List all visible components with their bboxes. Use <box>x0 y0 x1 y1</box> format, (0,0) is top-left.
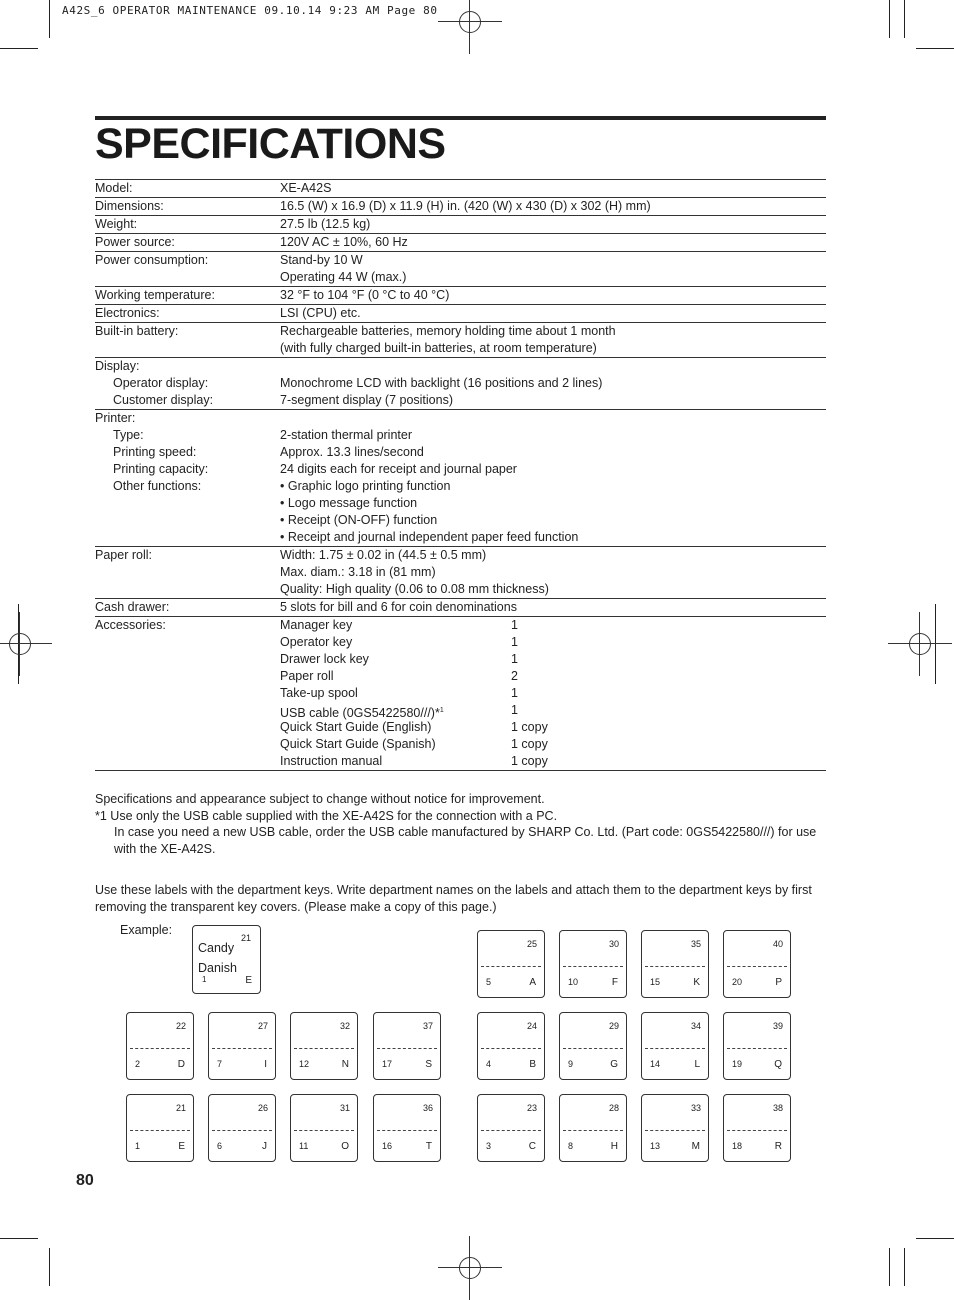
accessory-name: USB cable (0GS5422580///)*$^1$ <box>280 706 444 721</box>
spec-label: Working temperature: <box>95 288 215 302</box>
spec-row-printer <box>95 410 826 547</box>
spec-row <box>95 216 826 234</box>
spec-sublabel: Operator display: <box>113 376 209 390</box>
key-top-number: 28 <box>608 1103 619 1113</box>
cut-line <box>727 1048 787 1049</box>
key-bottom-number: 1 <box>135 1141 141 1151</box>
spec-value: (with fully charged built-in batteries, at room temperature) <box>280 341 597 355</box>
spec-value: 2-station thermal printer <box>280 428 413 442</box>
accessory-name: Paper roll <box>280 669 334 683</box>
crop-mark <box>0 48 38 49</box>
cut-line <box>294 1048 354 1049</box>
spec-value: 16.5 (W) x 16.9 (D) x 11.9 (H) in. (420 (W) x 430 (D) x 302 (H) mm) <box>280 199 651 213</box>
cut-line <box>645 1048 705 1049</box>
department-key-label <box>641 930 709 998</box>
spec-sublabel: Customer display: <box>113 393 214 407</box>
spec-row <box>95 305 826 323</box>
key-top-number: 27 <box>257 1021 268 1031</box>
spec-label: Power consumption: <box>95 253 209 267</box>
spec-value: 24 digits each for receipt and journal paper <box>280 462 517 476</box>
accessory-name: Drawer lock key <box>280 652 369 666</box>
key-bottom-number: 2 <box>135 1059 141 1069</box>
crop-mark <box>889 0 890 38</box>
spec-value: • Graphic logo printing function <box>280 479 451 493</box>
cut-line <box>645 1130 705 1131</box>
spec-row <box>95 323 826 358</box>
spec-value: • Logo message function <box>280 496 418 510</box>
registration-mark <box>0 624 40 664</box>
spec-row-paper-roll <box>95 547 826 599</box>
key-bottom-number: 11 <box>299 1141 309 1151</box>
accessory-name: Quick Start Guide (English) <box>280 720 432 734</box>
spec-row-display <box>95 358 826 410</box>
registration-mark <box>450 1248 490 1288</box>
key-bottom-number: 8 <box>568 1141 574 1151</box>
example-word: Danish <box>198 961 237 975</box>
department-key-label <box>477 1012 545 1080</box>
spec-row <box>95 252 826 287</box>
cut-line <box>294 1130 354 1131</box>
note-line: Specifications and appearance subject to change without notice for improvement. <box>95 792 545 806</box>
cut-line <box>563 1048 623 1049</box>
spec-label: Accessories: <box>95 618 166 632</box>
spec-value: Width: 1.75 ± 0.02 in (44.5 ± 0.5 mm) <box>280 548 487 562</box>
accessory-qty: 2 <box>511 669 518 683</box>
key-top-number: 22 <box>175 1021 186 1031</box>
key-top-number: 35 <box>690 939 701 949</box>
key-letter: Q <box>774 1059 782 1070</box>
spec-label: Weight: <box>95 217 138 231</box>
key-top-number: 23 <box>526 1103 537 1113</box>
accessory-qty: 1 copy <box>511 720 548 734</box>
cut-line <box>377 1130 437 1131</box>
spec-row-accessories <box>95 617 826 771</box>
key-letter: E <box>245 975 252 986</box>
example-key-label <box>192 925 261 994</box>
spec-row <box>95 287 826 305</box>
key-bottom-number: 15 <box>650 977 661 987</box>
key-bottom-number: 3 <box>486 1141 492 1151</box>
spec-value: LSI (CPU) etc. <box>280 306 361 320</box>
key-bottom-number: 10 <box>568 977 579 987</box>
department-key-label <box>208 1094 276 1162</box>
accessory-name: Manager key <box>280 618 353 632</box>
key-letter: F <box>611 977 618 988</box>
crop-mark <box>916 1238 954 1239</box>
spec-label: Electronics: <box>95 306 160 320</box>
department-key-label <box>641 1012 709 1080</box>
accessory-name: Take-up spool <box>280 686 358 700</box>
spec-value: 32 °F to 104 °F (0 °C to 40 °C) <box>280 288 450 302</box>
department-key-label <box>208 1012 276 1080</box>
spec-label: Power source: <box>95 235 175 249</box>
page-number: 80 <box>76 1172 94 1189</box>
cut-line <box>130 1048 190 1049</box>
accessory-qty: 1 copy <box>511 737 548 751</box>
spec-row <box>95 234 826 252</box>
spec-row <box>95 180 826 198</box>
key-top-number: 30 <box>608 939 619 949</box>
spec-value: Operating 44 W (max.) <box>280 270 407 284</box>
key-top-number: 21 <box>240 933 251 943</box>
header-slug: A42S_6 OPERATOR MAINTENANCE 09.10.14 9:23 AM Page 80 <box>62 4 438 17</box>
spec-value: Rechargeable batteries, memory holding time about 1 month <box>280 324 616 338</box>
cut-line <box>563 1130 623 1131</box>
spec-label: Model: <box>95 181 133 195</box>
key-top-number: 32 <box>339 1021 350 1031</box>
labels-instructions: Use these labels with the department keys. Write department names on the labels and attach them to the department keys by first removing the transparent key covers. (Please make a copy of this page.) <box>95 883 812 914</box>
key-letter: E <box>178 1141 185 1152</box>
example-word: Candy <box>198 941 235 955</box>
spec-row <box>95 198 826 216</box>
department-key-label <box>373 1012 441 1080</box>
accessory-qty: 1 <box>511 618 518 632</box>
key-top-number: 33 <box>690 1103 701 1113</box>
crop-mark <box>904 0 905 38</box>
spec-label: Paper roll: <box>95 548 152 562</box>
cut-line <box>130 1130 190 1131</box>
spec-label: Dimensions: <box>95 199 164 213</box>
key-bottom-number: 12 <box>299 1059 310 1069</box>
spec-value: Max. diam.: 3.18 in (81 mm) <box>280 565 436 579</box>
cut-line <box>481 1048 541 1049</box>
crop-mark <box>889 1248 890 1286</box>
key-letter: A <box>529 977 536 988</box>
department-key-label <box>559 1012 627 1080</box>
key-top-number: 24 <box>526 1021 537 1031</box>
department-key-label <box>126 1094 194 1162</box>
key-letter: B <box>529 1059 536 1070</box>
cut-line <box>563 966 623 967</box>
cut-line <box>481 1130 541 1131</box>
accessory-qty: 1 <box>511 652 518 666</box>
department-key-label <box>126 1012 194 1080</box>
key-bottom-number: 7 <box>217 1059 223 1069</box>
key-bottom-number: 19 <box>732 1059 743 1069</box>
accessory-name: Operator key <box>280 635 353 649</box>
spec-sublabel: Printing speed: <box>113 445 197 459</box>
key-letter: R <box>774 1141 782 1152</box>
cut-line <box>212 1130 272 1131</box>
accessory-name: Quick Start Guide (Spanish) <box>280 737 436 751</box>
spec-row-cash-drawer <box>95 599 826 617</box>
crop-mark <box>49 0 50 38</box>
department-key-label <box>723 1012 791 1080</box>
key-top-number: 21 <box>175 1103 186 1113</box>
spec-value: Stand-by 10 W <box>280 253 363 267</box>
key-letter: T <box>425 1141 432 1152</box>
key-letter: N <box>341 1059 349 1070</box>
spec-value: 7-segment display (7 positions) <box>280 393 453 407</box>
spec-value: Quality: High quality (0.06 to 0.08 mm thickness) <box>280 582 549 596</box>
key-top-number: 34 <box>690 1021 701 1031</box>
crop-mark <box>904 1248 905 1286</box>
key-bottom-number: 14 <box>650 1059 661 1069</box>
department-key-label <box>373 1094 441 1162</box>
key-bottom-number: 13 <box>650 1141 661 1151</box>
key-letter: D <box>177 1059 185 1070</box>
spec-sublabel: Other functions: <box>113 479 202 493</box>
key-top-number: 25 <box>526 939 537 949</box>
spec-label: Printer: <box>95 411 136 425</box>
department-key-label <box>477 1094 545 1162</box>
spec-value: 5 slots for bill and 6 for coin denominations <box>280 600 517 614</box>
spec-value: Approx. 13.3 lines/second <box>280 445 424 459</box>
key-top-number: 31 <box>339 1103 350 1113</box>
crop-mark <box>49 1248 50 1286</box>
key-bottom-number: 5 <box>486 977 492 987</box>
spec-label: Cash drawer: <box>95 600 170 614</box>
department-key-label <box>723 1094 791 1162</box>
accessory-qty: 1 <box>511 635 518 649</box>
key-letter: O <box>341 1141 349 1152</box>
note-line: *1 Use only the USB cable supplied with the XE-A42S for the connection with a PC. <box>95 808 558 823</box>
key-top-number: 40 <box>772 939 783 949</box>
department-key-label <box>723 930 791 998</box>
key-top-number: 36 <box>422 1103 433 1113</box>
key-letter: C <box>528 1141 536 1152</box>
crop-mark <box>0 1238 38 1239</box>
key-top-number: 29 <box>608 1021 619 1031</box>
cut-line <box>481 966 541 967</box>
cut-line <box>727 1130 787 1131</box>
key-letter: K <box>693 977 700 988</box>
accessory-qty: 1 <box>511 686 518 700</box>
spec-sublabel: Type: <box>113 428 144 442</box>
key-bottom-number: 16 <box>382 1141 393 1151</box>
department-key-label <box>641 1094 709 1162</box>
department-key-label <box>559 930 627 998</box>
cut-line <box>645 966 705 967</box>
registration-mark <box>900 624 940 664</box>
footnote-ref: 1 <box>439 707 444 714</box>
spec-value: XE-A42S <box>280 181 332 195</box>
page-title: SPECIFICATIONS <box>95 120 446 168</box>
key-letter: I <box>264 1059 267 1070</box>
key-bottom-number: 6 <box>217 1141 223 1151</box>
specs-table <box>95 179 826 771</box>
department-key-label <box>559 1094 627 1162</box>
spec-value: • Receipt (ON-OFF) function <box>280 513 438 527</box>
key-top-number: 26 <box>257 1103 268 1113</box>
crop-mark <box>916 48 954 49</box>
simple-spec-rows <box>95 180 826 358</box>
department-key-label <box>290 1012 358 1080</box>
cut-line <box>377 1048 437 1049</box>
key-letter: H <box>610 1141 618 1152</box>
spec-sublabel: Printing capacity: <box>113 462 209 476</box>
spec-value: 120V AC ± 10%, 60 Hz <box>280 235 408 249</box>
key-bottom-number: 20 <box>732 977 743 987</box>
cut-line <box>212 1048 272 1049</box>
accessory-name: Instruction manual <box>280 754 383 768</box>
key-bottom-number: 1 <box>202 975 207 984</box>
spec-label: Display: <box>95 359 140 373</box>
key-bottom-number: 4 <box>486 1059 492 1069</box>
spec-label: Built-in battery: <box>95 324 179 338</box>
key-letter: P <box>775 977 782 988</box>
key-bottom-number: 17 <box>382 1059 393 1069</box>
key-top-number: 38 <box>772 1103 783 1113</box>
key-top-number: 37 <box>422 1021 433 1031</box>
key-letter: L <box>694 1059 700 1070</box>
footnotes <box>95 791 830 857</box>
cut-line <box>727 966 787 967</box>
key-bottom-number: 9 <box>568 1059 574 1069</box>
key-letter: J <box>262 1141 267 1152</box>
department-key-label <box>290 1094 358 1162</box>
spec-value: 27.5 lb (12.5 kg) <box>280 217 371 231</box>
department-key-label <box>477 930 545 998</box>
example-label: Example: <box>120 923 173 937</box>
registration-mark <box>450 2 490 42</box>
key-bottom-number: 18 <box>732 1141 743 1151</box>
key-letter: G <box>610 1059 618 1070</box>
accessory-qty: 1 copy <box>511 754 548 768</box>
note-line: In case you need a new USB cable, order the USB cable manufactured by SHARP Co. Ltd. (Part code: 0GS5422580///) for use with the XE-A42S. <box>114 825 817 856</box>
spec-value: Monochrome LCD with backlight (16 positions and 2 lines) <box>280 376 603 390</box>
accessory-qty: 1 <box>511 703 518 717</box>
key-top-number: 39 <box>772 1021 783 1031</box>
key-letter: M <box>691 1141 700 1152</box>
spec-value: • Receipt and journal independent paper feed function <box>280 530 579 544</box>
key-letter: S <box>425 1059 432 1070</box>
